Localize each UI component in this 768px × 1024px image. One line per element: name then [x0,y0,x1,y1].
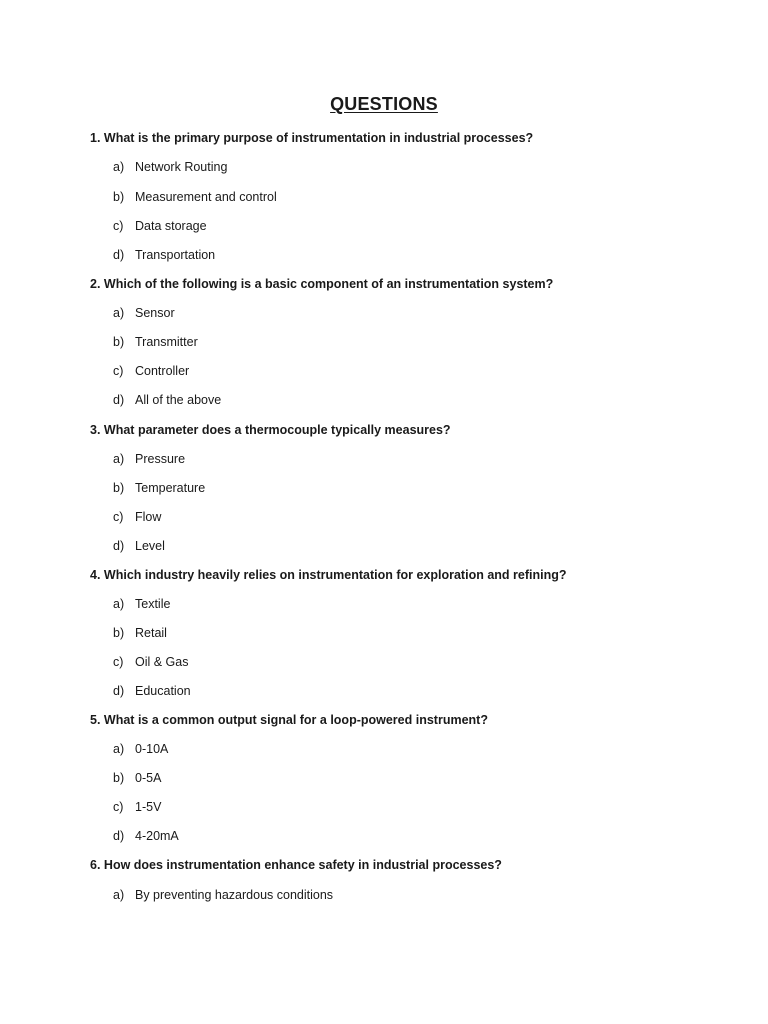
option-text: By preventing hazardous conditions [135,888,334,902]
option-5c [113,800,161,814]
question-number: 5. [90,713,101,727]
question-1 [90,131,533,145]
option-2c [113,364,189,378]
option-letter: a) [113,597,125,611]
question-number: 4. [90,568,101,582]
question-text: What is the primary purpose of instrumentation in industrial processes? [103,131,534,145]
question-text: What parameter does a thermocouple typically measures? [103,423,451,437]
option-letter: d) [113,684,125,698]
option-letter: b) [113,771,125,785]
option-text: Oil & Gas [135,655,189,669]
option-letter: a) [113,160,125,174]
question-3 [90,423,451,437]
option-text: Retail [135,626,167,640]
option-text: Level [135,539,165,553]
page-title: QUESTIONS [330,94,438,114]
option-1c [113,219,207,233]
option-letter: b) [113,335,125,349]
option-text: 0-10A [135,742,169,756]
question-6 [90,858,502,872]
option-4c [113,655,189,669]
option-3c [113,510,161,524]
option-text: Flow [135,510,162,524]
option-5a [113,742,168,756]
option-text: Pressure [135,452,186,466]
option-text: 1-5V [135,800,162,814]
question-text: Which of the following is a basic component of an instrumentation system? [103,277,554,291]
option-4d [113,684,191,698]
option-text: Sensor [135,306,175,320]
option-3b [113,481,205,495]
option-1d [113,248,215,262]
option-text: Controller [135,364,190,378]
option-text: Measurement and control [135,190,277,204]
question-4 [90,568,566,582]
option-text: Transportation [135,248,216,262]
option-letter: b) [113,626,125,640]
question-text: Which industry heavily relies on instrumentation for exploration and refining? [103,568,567,582]
option-1b [113,190,277,204]
option-5d [113,829,179,843]
option-letter: a) [113,452,125,466]
option-text: 0-5A [135,771,162,785]
option-1a [113,160,227,174]
option-letter: a) [113,306,125,320]
option-text: Data storage [135,219,207,233]
question-2 [90,277,553,291]
option-2a [113,306,175,320]
option-text: Transmitter [135,335,198,349]
question-text: How does instrumentation enhance safety in industrial processes? [103,858,502,872]
option-2d [113,393,221,407]
option-6a [113,888,333,902]
option-letter: d) [113,829,125,843]
option-letter: c) [113,655,124,669]
option-letter: c) [113,219,124,233]
option-2b [113,335,198,349]
option-letter: b) [113,190,125,204]
option-text: Textile [135,597,171,611]
option-5b [113,771,161,785]
option-letter: c) [113,510,124,524]
option-3a [113,452,185,466]
option-letter: a) [113,742,125,756]
option-letter: d) [113,539,125,553]
option-4a [113,597,170,611]
option-text: All of the above [135,393,222,407]
question-5 [90,713,488,727]
option-text: Network Routing [135,160,228,174]
question-number: 3. [90,423,101,437]
question-number: 2. [90,277,101,291]
option-text: Temperature [135,481,206,495]
option-letter: d) [113,393,125,407]
question-text: What is a common output signal for a loop-powered instrument? [103,713,488,727]
option-letter: a) [113,888,125,902]
question-number: 6. [90,858,101,872]
option-letter: c) [113,800,124,814]
option-letter: c) [113,364,124,378]
option-letter: d) [113,248,125,262]
option-4b [113,626,167,640]
option-letter: b) [113,481,125,495]
option-text: Education [135,684,191,698]
option-text: 4-20mA [135,829,179,843]
option-3d [113,539,165,553]
question-number: 1. [90,131,101,145]
